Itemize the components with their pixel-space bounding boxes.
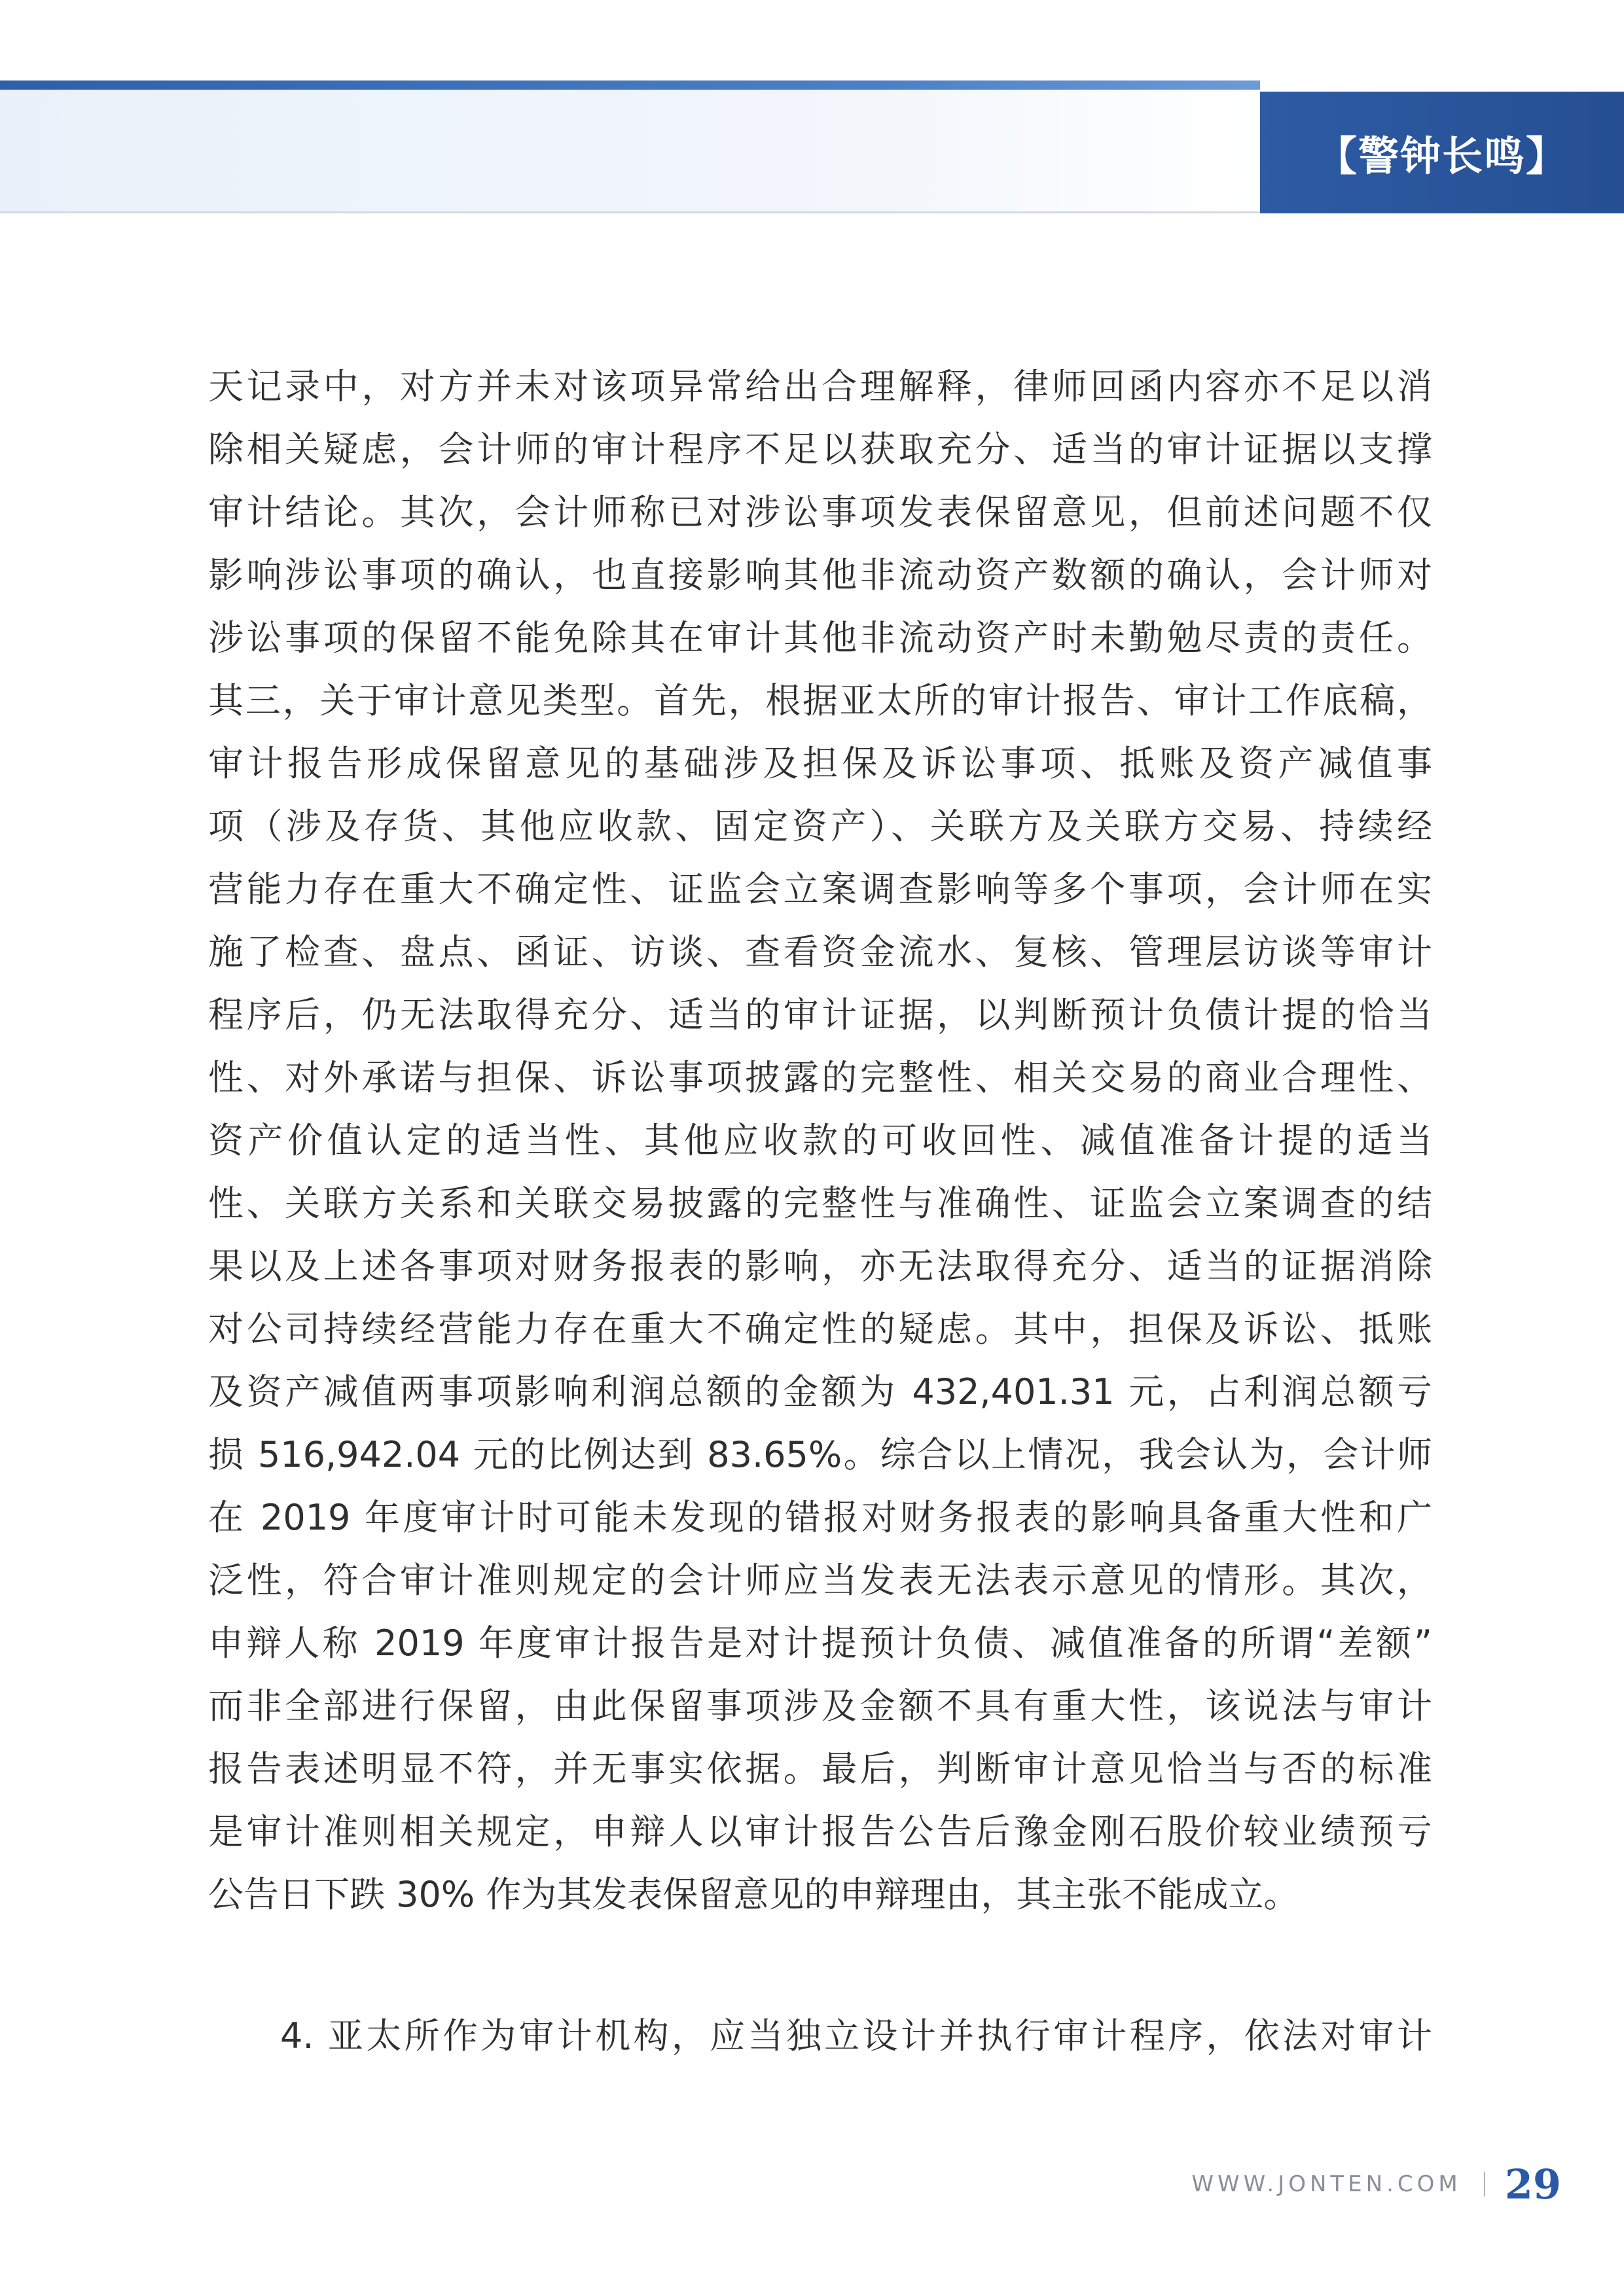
body-line: 及资产减值两事项影响利润总额的金额为 432,401.31 元，占利润总额亏 xyxy=(208,1371,1432,1412)
footer-website: WWW.JONTEN.COM xyxy=(1191,2171,1462,2197)
body-line: 影响涉讼事项的确认，也直接影响其他非流动资产数额的确认，会计师对 xyxy=(208,554,1432,596)
body-line: 在 2019 年度审计时可能未发现的错报对财务报表的影响具备重大性和广 xyxy=(208,1497,1432,1538)
body-line: 损 516,942.04 元的比例达到 83.65%。综合以上情况，我会认为，会计师 xyxy=(208,1434,1432,1475)
body-line: 营能力存在重大不确定性、证监会立案调查影响等多个事项，会计师在实 xyxy=(208,869,1432,910)
body-line: 性、关联方关系和关联交易披露的完整性与准确性、证监会立案调查的结 xyxy=(208,1183,1432,1224)
body-line: 果以及上述各事项对财务报表的影响，亦无法取得充分、适当的证据消除 xyxy=(208,1246,1432,1287)
body-line: 资产价值认定的适当性、其他应收款的可收回性、减值准备计提的适当 xyxy=(208,1120,1432,1161)
body-line: 审计结论。其次，会计师称已对涉讼事项发表保留意见，但前述问题不仅 xyxy=(208,492,1432,533)
page-number: 29 xyxy=(1504,2160,1561,2208)
paragraph-gap xyxy=(208,1926,1432,2005)
body-line: 除相关疑虑，会计师的审计程序不足以获取充分、适当的审计证据以支撑 xyxy=(208,429,1432,470)
section-badge-label: 【警钟长鸣】 xyxy=(1316,132,1568,180)
next-paragraph-line: 4. 亚太所作为审计机构，应当独立设计并执行审计程序，依法对审计 xyxy=(280,2015,1432,2056)
body-line: 其三，关于审计意见类型。首先，根据亚太所的审计报告、审计工作底稿， xyxy=(208,680,1432,721)
body-line: 公告日下跌 30% 作为其发表保留意见的申辩理由，其主张不能成立。 xyxy=(208,1874,1299,1915)
body-line: 审计报告形成保留意见的基础涉及担保及诉讼事项、抵账及资产减值事 xyxy=(208,743,1432,784)
body-line: 报告表述明显不符，并无事实依据。最后，判断审计意见恰当与否的标准 xyxy=(208,1748,1432,1789)
body-line: 项（涉及存货、其他应收款、固定资产）、关联方及关联方交易、持续经 xyxy=(208,806,1432,847)
page-footer xyxy=(1191,2148,1561,2220)
body-line: 程序后，仍无法取得充分、适当的审计证据，以判断预计负债计提的恰当 xyxy=(208,994,1432,1035)
body-line: 泛性，符合审计准则规定的会计师应当发表无法表示意见的情形。其次， xyxy=(208,1560,1432,1601)
section-badge xyxy=(1260,92,1624,213)
body-line: 申辩人称 2019 年度审计报告是对计提预计负债、减值准备的所谓“差额” xyxy=(208,1623,1432,1664)
body-line: 而非全部进行保留，由此保留事项涉及金额不具有重大性，该说法与审计 xyxy=(208,1685,1432,1727)
header-accent-line xyxy=(0,81,1260,90)
body-line: 是审计准则相关规定，申辩人以审计报告公告后豫金刚石股价较业绩预亏 xyxy=(208,1811,1432,1852)
body-line: 涉讼事项的保留不能免除其在审计其他非流动资产时未勤勉尽责的责任。 xyxy=(208,617,1432,658)
body-line: 施了检查、盘点、函证、访谈、查看资金流水、复核、管理层访谈等审计 xyxy=(208,931,1432,973)
body-line: 天记录中，对方并未对该项异常给出合理解释，律师回函内容亦不足以消 xyxy=(208,366,1432,407)
body-line: 对公司持续经营能力存在重大不确定性的疑虑。其中，担保及诉讼、抵账 xyxy=(208,1308,1432,1350)
footer-divider xyxy=(1484,2172,1485,2197)
header-band xyxy=(0,90,1260,213)
body-line: 性、对外承诺与担保、诉讼事项披露的完整性、相关交易的商业合理性、 xyxy=(208,1057,1432,1098)
article-body xyxy=(208,355,1432,2068)
